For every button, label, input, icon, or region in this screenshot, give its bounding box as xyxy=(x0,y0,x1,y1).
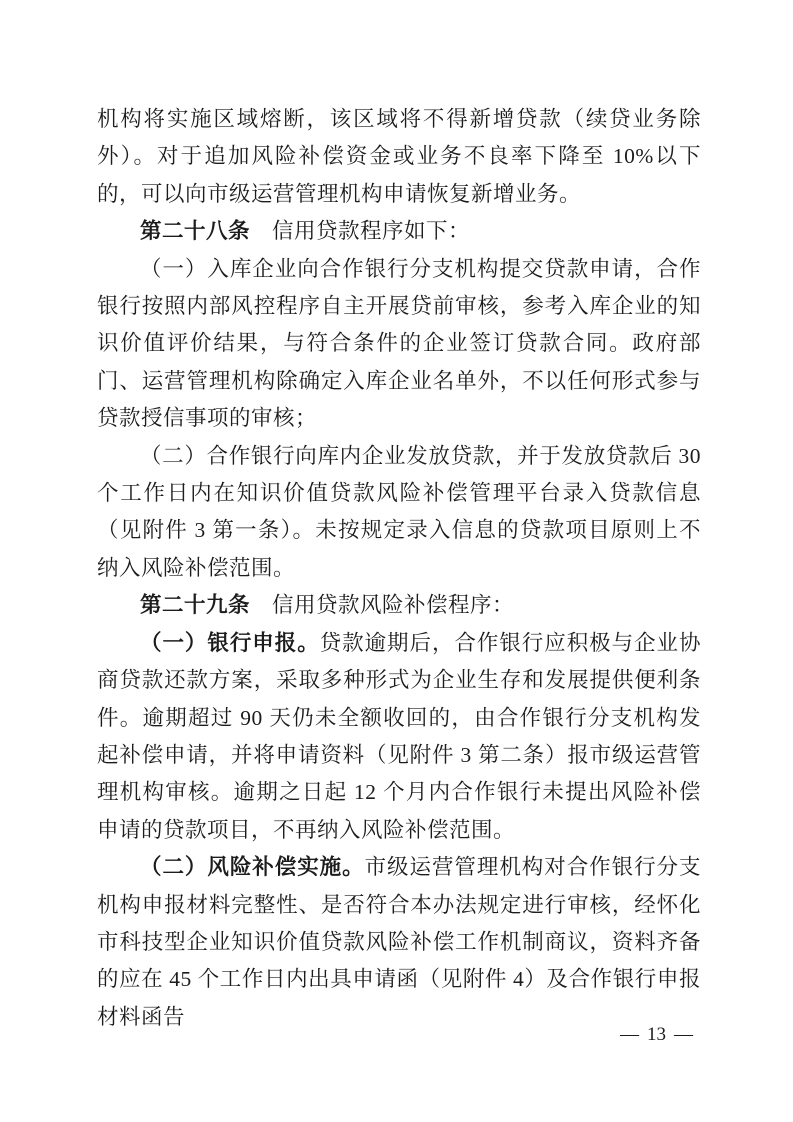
footer-left-dash: — xyxy=(620,1024,639,1045)
paragraph-text: （一）入库企业向合作银行分支机构提交贷款申请，合作银行按照内部风控程序自主开展贷前审核，参考入库企业的知识价值评价结果，与符合条件的企业签订贷款合同。政府部门、运营管理机构除确定入库企业名单外，不以任何形式参与贷款授信事项的审核； xyxy=(97,256,701,431)
page-number: 13 xyxy=(647,1024,666,1045)
paragraph-text: 贷款逾期后，合作银行应积极与企业协商贷款还款方案，采取多种形式为企业生存和发展提供便利条件。逾期超过 90 天仍未全额收回的，由合作银行分支机构发起补偿申请，并将申请资料（见附件 3 第二条）报市级运营管理机构审核。逾期之日起 12 个月内合作银行未提出风险补偿申请的贷款项目，不再纳入风险补偿范围。 xyxy=(97,630,701,842)
article-28-heading xyxy=(97,213,701,250)
article-29-item-2 xyxy=(97,849,701,1036)
article-28-item-2 xyxy=(97,438,701,588)
paragraph-continuation xyxy=(97,101,701,213)
article-number: 第二十八条 xyxy=(140,219,251,244)
paragraph-text: 市级运营管理机构对合作银行分支机构申报材料完整性、是否符合本办法规定进行审核，经怀化市科技型企业知识价值贷款风险补偿工作机制商议，资料齐备的应在 45 个工作日内出具申请函（见附件 4）及合作银行申报材料函告 xyxy=(97,855,701,1029)
paragraph-text: （二）合作银行向库内企业发放贷款，并于发放贷款后 30 个工作日内在知识价值贷款风险补偿管理平台录入贷款信息（见附件 3 第一条）。未按规定录入信息的贷款项目原则上不纳入风险补偿范围。 xyxy=(97,443,701,580)
article-29-item-1 xyxy=(97,625,701,849)
document-body xyxy=(97,101,701,1036)
article-28-item-1 xyxy=(97,251,701,438)
article-title: 信用贷款程序如下： xyxy=(250,219,471,244)
article-29-heading xyxy=(97,587,701,624)
paragraph-text: 机构将实施区域熔断，该区域将不得新增贷款（续贷业务除外）。对于追加风险补偿资金或业务不良率下降至 10%以下的，可以向市级运营管理机构申请恢复新增业务。 xyxy=(97,107,701,206)
item-heading: （一）银行申报。 xyxy=(140,630,320,655)
article-number: 第二十九条 xyxy=(140,593,251,618)
page-footer xyxy=(620,1022,693,1048)
item-heading: （二）风险补偿实施。 xyxy=(140,855,365,880)
footer-right-dash: — xyxy=(674,1024,693,1045)
article-title: 信用贷款风险补偿程序： xyxy=(250,593,515,618)
